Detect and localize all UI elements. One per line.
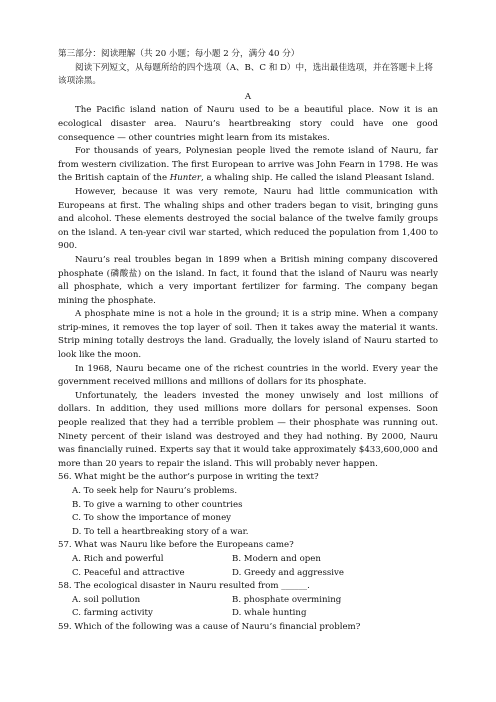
passage-letter: A: [244, 91, 252, 102]
question-56-option-b[interactable]: B. To give a warning to other countries: [72, 499, 243, 510]
passage-paragraph-6: In 1968, Nauru became one of the richest countries in the world. Every year the government received millions and millions of dollars for its phosphate.: [58, 363, 438, 388]
question-58-option-a[interactable]: A. soil pollution: [72, 594, 141, 605]
question-58-options-row-2: [72, 607, 438, 621]
question-59-stem: 59. Which of the following was a cause of Nauru’s financial problem?: [58, 621, 361, 632]
passage-paragraph-2: [58, 145, 438, 186]
passage-paragraph-5: A phosphate mine is not a hole in the ground; it is a strip mine. When a company strip-mines, it removes the top layer of soil. Then it takes away the material it wants. Strip mining totally destroys the land. Gradually, the lovely island of Nauru started to look like the moon.: [58, 309, 438, 361]
question-57-options-row-1: [72, 553, 438, 567]
question-57-option-d[interactable]: D. Greedy and aggressive: [232, 567, 344, 578]
section-title: 第三部分：阅读理解（共 20 小题；每小题 2 分，满分 40 分）: [58, 49, 300, 59]
passage-paragraph-3: However, because it was very remote, Nauru had little communication with Europeans at first. The whaling ships and other traders began to visit, bringing guns and alcohol. These elements destroyed the social balance of the twelve family groups on the island. A ten-year civil war started, which reduced the population from 1,400 to 900.: [58, 186, 438, 252]
question-58-option-d[interactable]: D. whale hunting: [232, 608, 307, 619]
question-56-option-c[interactable]: C. To show the importance of money: [72, 513, 232, 524]
passage-paragraph-4: Nauru’s real troubles began in 1899 when a British mining company discovered phosphate (磷酸盐) on the island. In fact, it found that the island of Nauru was nearly all phosphate, which a very important fertilizer for farming. The company began mining the phosphate.: [58, 254, 438, 306]
passage-paragraph-1: The Pacific island nation of Nauru used to be a beautiful place. Now it is an ecological disaster area. Nauru’s heartbreaking story could have one good consequence — other countries might learn from its mistakes.: [58, 105, 438, 143]
question-57-option-a[interactable]: A. Rich and powerful: [72, 553, 164, 564]
question-58-options-row-1: [72, 594, 438, 608]
question-58-option-b[interactable]: B. phosphate overmining: [232, 594, 342, 605]
passage-paragraph-7: Unfortunately, the leaders invested the money unwisely and lost millions of dollars. In addition, they used millions more dollars for personal expenses. Soon people realized that they had a terrible problem — their phosphate was running out. Ninety percent of their island was destroyed and they had nothing. By 2000, Nauru was financially ruined. Experts say that it would take approximately $433,600,000 and more than 20 years to repair the island. This will probably never happen.: [58, 390, 438, 469]
question-57-stem: 57. What was Nauru like before the Europeans came?: [58, 540, 294, 551]
question-56-option-a[interactable]: A. To seek help for Nauru’s problems.: [72, 486, 238, 496]
passage-paragraph-2-text: For thousands of years, Polynesian people lived the remote island of Nauru, far from western civilization. The first European to arrive was John Fearn in 1798. He was the British captain of the Hunter, a whaling ship. He called the island Pleasant Island.: [58, 146, 438, 184]
section-instruction: 阅读下列短文，从每题所给的四个选项（A、B、C 和 D）中，选出最佳选项，并在答题卡上将该项涂黑。: [58, 62, 434, 87]
ship-name: Hunter: [169, 173, 201, 184]
question-58-option-c[interactable]: C. farming activity: [72, 608, 153, 619]
question-58-stem: 58. The ecological disaster in Nauru resulted from ______.: [58, 581, 310, 592]
question-56-option-d[interactable]: D. To tell a heartbreaking story of a war.: [72, 526, 249, 537]
question-56-stem: 56. What might be the author’s purpose in writing the text?: [58, 472, 319, 483]
question-57-option-c[interactable]: C. Peaceful and attractive: [72, 567, 185, 578]
question-57-options-row-2: [72, 567, 438, 581]
question-57-option-b[interactable]: B. Modern and open: [232, 553, 321, 564]
